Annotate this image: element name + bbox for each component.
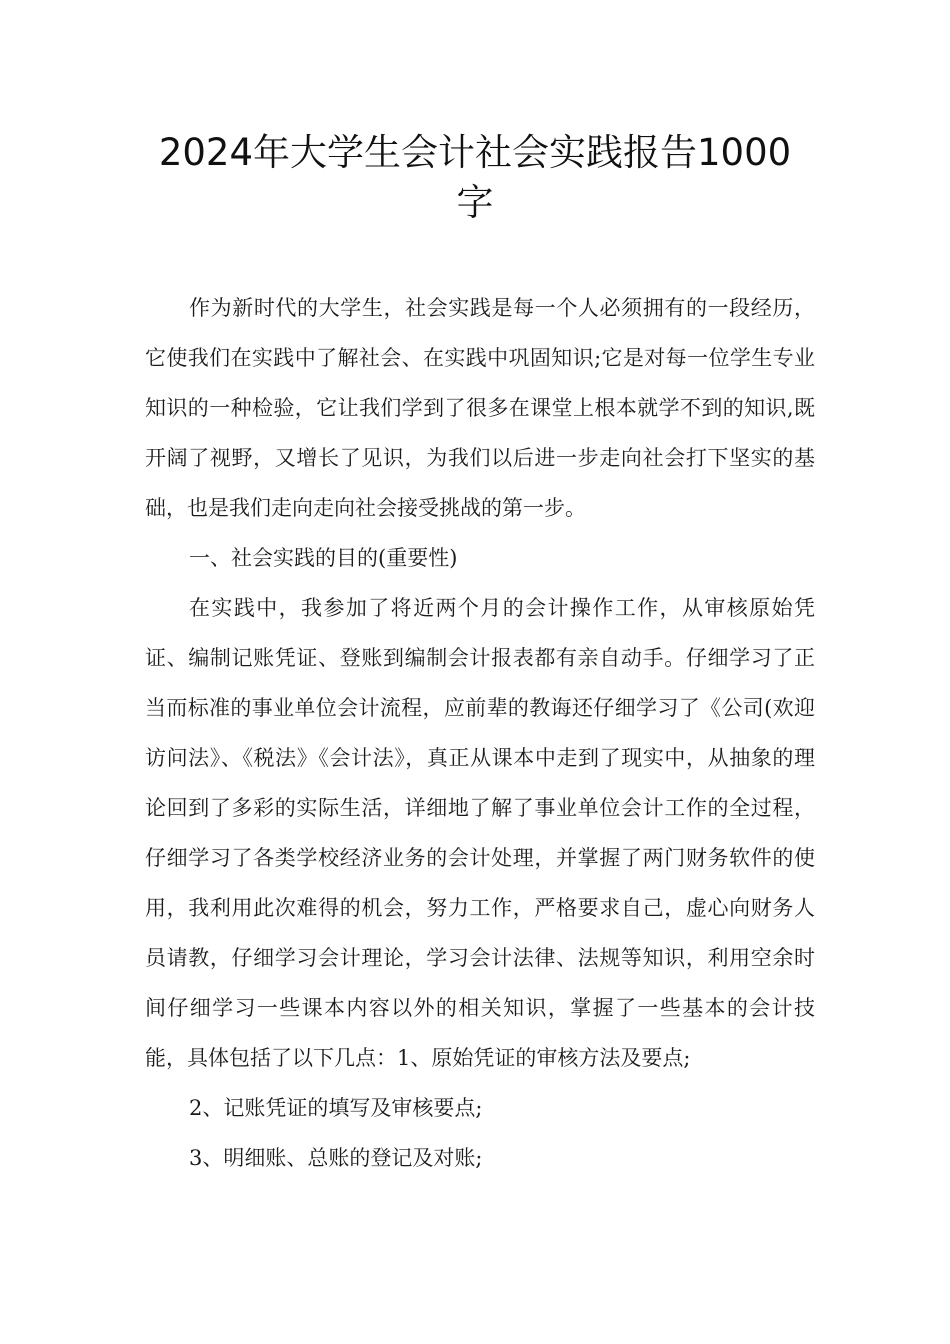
- paragraph-practice: 在实践中，我参加了将近两个月的会计操作工作，从审核原始凭证、编制记账凭证、登账到编制会计报表都有亲自动手。仔细学习了正当而标准的事业单位会计流程，应前辈的教诲还仔细学习了《公司(欢迎访问法》、《税法》《会计法》，真正从课本中走到了现实中，从抽象的理论回到了多彩的实际生活，详细地了解了事业单位会计工作的全过程，仔细学习了各类学校经济业务的会计处理，并掌握了两门财务软件的使用，我利用此次难得的机会，努力工作，严格要求自己，虚心向财务人员请教，仔细学习会计理论，学习会计法律、法规等知识，利用空余时间仔细学习一些课本内容以外的相关知识，掌握了一些基本的会计技能，具体包括了以下几点：1、原始凭证的审核方法及要点;: [145, 596, 815, 1070]
- paragraph-intro: 作为新时代的大学生，社会实践是每一个人必须拥有的一段经历，它使我们在实践中了解社会、在实践中巩固知识;它是对每一位学生专业知识的一种检验，它让我们学到了很多在课堂上根本就学不到的知识,既开阔了视野，又增长了见识，为我们以后进一步走向社会打下坚实的基础，也是我们走向走向社会接受挑战的第一步。: [145, 296, 815, 520]
- list-item-3: 3、明细账、总账的登记及对账;: [189, 1146, 483, 1170]
- document-title: 2024年大学生会计社会实践报告1000字: [158, 131, 792, 224]
- document-body: [145, 283, 815, 1183]
- section-heading-purpose: 一、社会实践的目的(重要性): [189, 546, 458, 570]
- list-item-2: 2、记账凭证的填写及审核要点;: [189, 1096, 483, 1120]
